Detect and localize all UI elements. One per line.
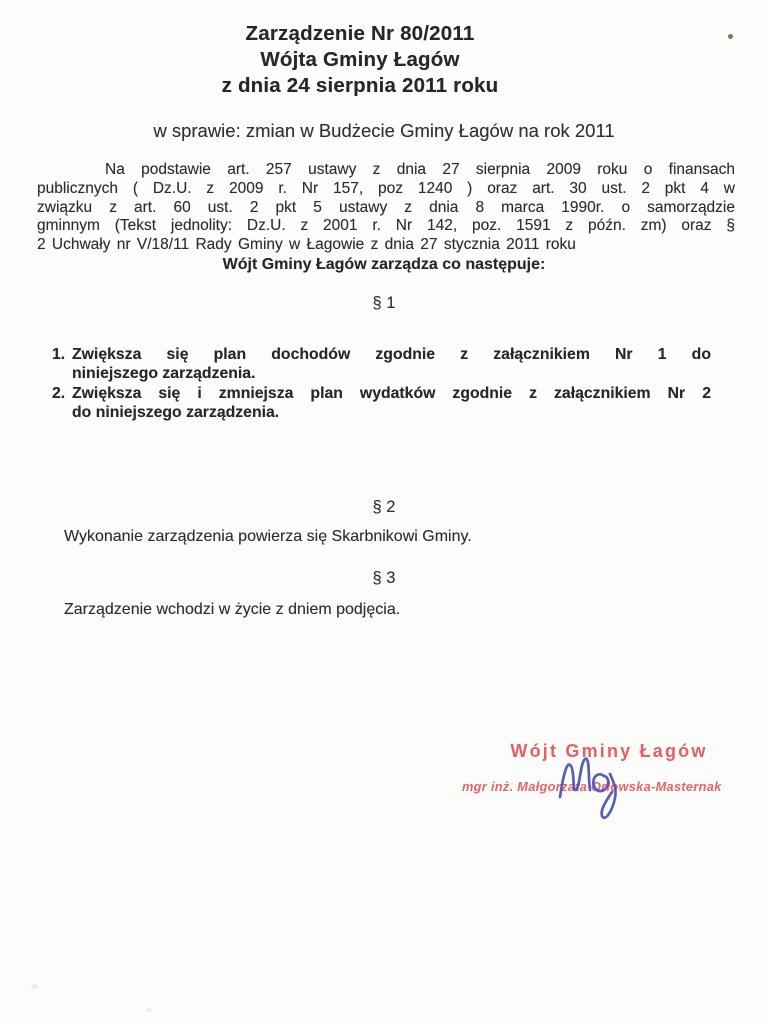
ordered-list	[52, 345, 711, 422]
effective-date-statement: Zarządzenie wchodzi w życie z dniem podjęcia.	[64, 601, 401, 619]
stamp-office-title: Wójt Gminy Łagów	[510, 741, 708, 761]
item-text-line: niniejszego zarządzenia.	[72, 365, 256, 383]
scan-speck	[146, 1008, 152, 1012]
section-3-mark: § 3	[372, 569, 396, 588]
legal-basis-line: związku z art. 60 ust. 2 pkt 5 ustawy z dnia 8 marca 1990r. o samorządzie	[37, 198, 735, 216]
item-text-line: Zwiększa się plan dochodów zgodnie z załącznikiem Nr 1 do	[72, 345, 711, 363]
title-line-issuer: Wójta Gminy Łagów	[260, 48, 460, 71]
stamp-official-name: mgr inż. Małgorzata Orłowska-Masternak	[462, 779, 722, 794]
item-text-line: do niniejszego zarządzenia.	[72, 403, 280, 421]
legal-basis-line: 2 Uchwały nr V/18/11 Rady Gminy w Łagowie z dnia 27 stycznia 2011 roku	[37, 236, 576, 254]
section-2-mark: § 2	[372, 498, 396, 517]
item-text	[72, 345, 711, 384]
legal-basis-paragraph	[37, 161, 735, 255]
handwritten-signature	[553, 747, 655, 823]
legal-basis-line: gminnym (Tekst jednolity: Dz.U. z 2001 r. Nr 142, poz. 1591 z późn. zm) oraz §	[37, 217, 735, 235]
legal-basis-line: Na podstawie art. 257 ustawy z dnia 27 sierpnia 2009 roku o finansach	[105, 161, 735, 178]
item-text-line: Zwiększa się i zmniejsza plan wydatków zgodnie z załącznikiem Nr 2	[72, 384, 711, 402]
decree-statement: Wójt Gminy Łagów zarządza co następuje:	[222, 255, 546, 273]
scan-speck	[728, 34, 733, 39]
legal-basis-line: publicznych ( Dz.U. z 2009 r. Nr 157, poz 1240 ) oraz art. 30 ust. 2 pkt 4 w	[37, 179, 735, 197]
title-line-ordinance-number: Zarządzenie Nr 80/2011	[245, 22, 475, 45]
list-item	[52, 345, 711, 384]
item-number: 1.	[52, 345, 66, 363]
section-1-mark: § 1	[372, 293, 396, 312]
subject-line: w sprawie: zmian w Budżecie Gminy Łagów na rok 2011	[153, 120, 615, 141]
document-title	[0, 21, 720, 99]
item-text	[72, 384, 711, 423]
title-line-date: z dnia 24 sierpnia 2011 roku	[221, 74, 499, 97]
list-item	[52, 384, 711, 423]
item-number: 2.	[52, 384, 66, 402]
scan-speck	[31, 984, 38, 989]
execution-statement: Wykonanie zarządzenia powierza się Skarbnikowi Gminy.	[64, 528, 472, 546]
